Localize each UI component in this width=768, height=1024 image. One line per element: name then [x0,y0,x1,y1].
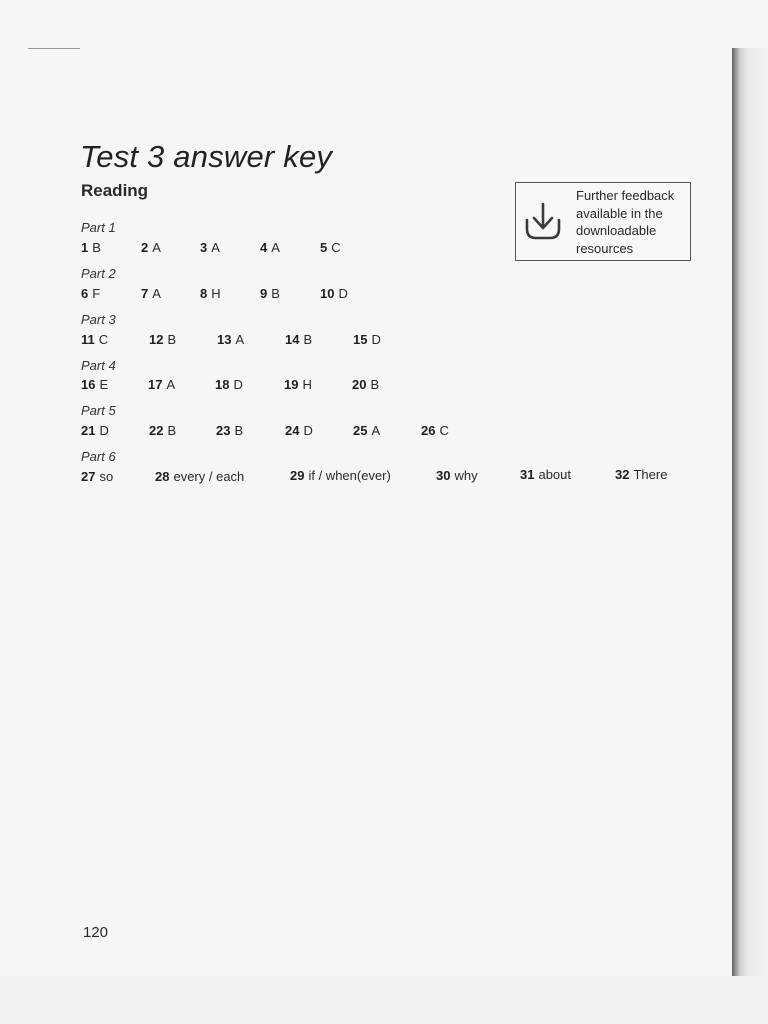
answer-number: 1 [81,240,89,255]
answer-item [520,467,571,482]
answer-value: B [167,423,177,438]
part-1-label: Part 1 [81,220,116,235]
answer-value: D [303,423,313,438]
answer-value: F [92,286,101,301]
page-bottom-edge [0,976,768,1024]
answer-item [81,286,100,301]
part-2-label: Part 2 [81,266,116,281]
answer-number: 5 [320,240,328,255]
answer-value: B [92,240,101,255]
answer-number: 21 [81,423,96,438]
answer-item [290,468,391,483]
answer-number: 24 [285,423,300,438]
answer-number: 18 [215,377,230,392]
answer-value: D [338,286,348,301]
answer-item [141,240,161,255]
answer-item [436,468,478,483]
answer-value: C [98,332,109,347]
part-3-label: Part 3 [81,312,116,327]
answer-value: B [370,377,380,392]
answer-number: 17 [148,377,163,392]
answer-value: B [167,332,177,347]
page-number: 120 [83,924,109,941]
answer-value: A [371,423,381,438]
answer-number: 2 [141,240,149,255]
part-5-label: Part 5 [81,403,116,418]
answer-item [285,423,313,438]
answer-number: 20 [352,377,367,392]
answer-number: 3 [200,240,208,255]
answer-number: 16 [81,377,96,392]
feedback-line: Further feedback [576,188,675,203]
answer-value: C [439,423,449,438]
answer-item [155,469,244,484]
answer-item [217,332,244,347]
answer-item [81,240,101,255]
answer-value: why [454,468,478,483]
top-rule [28,48,80,49]
answer-item [81,469,113,484]
answer-value: C [331,240,341,255]
answer-value: if / when(ever) [308,468,391,483]
answer-item [284,377,312,392]
answer-value: so [99,469,114,484]
answer-item [149,423,176,438]
answer-value: about [538,467,572,482]
answer-number: 25 [353,423,368,438]
answer-item [320,240,341,255]
answer-item [141,286,161,301]
answer-value: A [235,332,245,347]
answer-item [81,377,108,392]
answer-number: 29 [290,468,305,483]
answer-value: H [211,286,221,301]
answer-value: A [271,240,280,255]
answer-number: 31 [520,467,535,482]
answer-item [353,332,381,347]
feedback-box [515,182,691,261]
answer-item [216,423,243,438]
part-4-label: Part 4 [81,358,116,373]
answer-item [81,423,109,438]
answer-value: D [371,332,381,347]
answer-item [81,332,108,347]
answer-item [260,286,280,301]
answer-item [215,377,243,392]
section-heading-reading: Reading [81,181,149,200]
answer-value: every / each [173,469,245,484]
answer-value: D [99,423,109,438]
answer-item [421,423,449,438]
answer-number: 15 [353,332,368,347]
answer-number: 30 [436,468,451,483]
answer-item [352,377,379,392]
answer-item [260,240,280,255]
answer-number: 28 [155,469,170,484]
feedback-line: available in the [576,205,663,221]
answer-value: B [234,423,244,438]
answer-number: 13 [217,332,232,347]
book-spine-shadow [732,48,768,980]
answer-number: 19 [284,377,299,392]
answer-number: 12 [149,332,164,347]
answer-number: 23 [216,423,231,438]
feedback-line: downloadable [576,223,657,238]
answer-number: 32 [615,467,630,482]
answer-number: 10 [320,286,335,301]
download-icon [523,202,563,242]
answer-value: B [271,286,280,301]
answer-item [200,286,221,301]
page-title: Test 3 answer key [80,138,333,174]
answer-number: 27 [81,469,96,484]
answer-value: A [166,377,176,392]
answer-number: 14 [285,332,300,347]
answer-number: 7 [141,286,149,301]
answer-item [200,240,220,255]
answer-number: 6 [81,286,89,301]
answer-value: H [302,377,312,392]
answer-number: 4 [260,240,268,255]
answer-item [149,332,176,347]
answer-number: 22 [149,423,164,438]
feedback-text [576,187,688,257]
answer-value: There [633,467,668,482]
answer-value: A [152,240,161,255]
answer-item [320,286,348,301]
answer-value: A [211,240,220,255]
answer-value: B [303,332,313,347]
answer-number: 26 [421,423,436,438]
answer-value: A [152,286,161,301]
answer-number: 11 [81,332,95,347]
answer-number: 9 [260,286,268,301]
answer-item [353,423,380,438]
answer-item [285,332,312,347]
feedback-line: resources [576,240,634,256]
answer-item [615,467,667,482]
answer-value: E [99,377,109,392]
part-6-label: Part 6 [81,449,116,464]
answer-number: 8 [200,286,208,301]
answer-item [148,377,175,392]
answer-value: D [233,377,243,392]
